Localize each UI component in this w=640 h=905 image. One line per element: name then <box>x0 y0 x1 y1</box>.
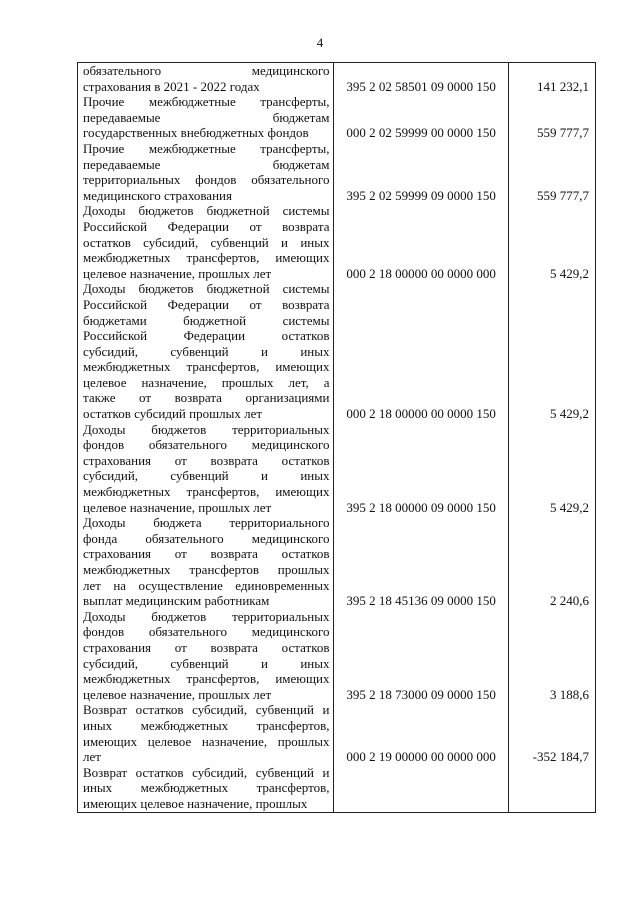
budget-code-cell: 395 2 02 58501 09 0000 150 <box>334 63 508 95</box>
revenue-name-cell <box>78 203 334 281</box>
revenue-name-line: страхования от возврата остатков <box>83 639 330 655</box>
budget-code-cell: 395 2 18 45136 09 0000 150 <box>334 515 508 609</box>
amount-cell: -352 184,7 <box>508 702 595 764</box>
table-row <box>78 203 596 281</box>
amount-cell: 5 429,2 <box>508 203 595 281</box>
amount-cell: 5 429,2 <box>508 422 595 516</box>
table-row <box>78 515 596 609</box>
table-row <box>78 63 596 95</box>
revenue-name-line: Прочие межбюджетные трансферты, <box>83 94 330 110</box>
amount-cell: 3 188,6 <box>508 609 595 703</box>
revenue-name-cell <box>78 609 334 703</box>
revenue-name-line: остатков субсидий, субвенций и иных <box>83 234 330 250</box>
revenue-name-line: также от возврата организациями <box>83 390 330 406</box>
revenue-name-line: фондов обязательного медицинского <box>83 624 330 640</box>
revenue-name-line: Российской Федерации остатков <box>83 328 330 344</box>
revenue-name-line: остатков субсидий прошлых лет <box>83 406 263 422</box>
table-row <box>78 281 596 421</box>
revenue-name-line: медицинского страхования <box>83 187 232 203</box>
amount-cell: 559 777,7 <box>508 141 595 203</box>
revenue-name-line: передаваемые бюджетам <box>83 156 330 172</box>
amount-cell: 141 232,1 <box>508 63 595 95</box>
revenue-name-line: Российской Федерации от возврата <box>83 296 330 312</box>
revenue-name-line: фондов обязательного медицинского <box>83 437 330 453</box>
revenue-name-line: субсидий, субвенций и иных <box>83 655 330 671</box>
table-row <box>78 422 596 516</box>
revenue-name-line: целевое назначение, прошлых лет <box>83 499 272 515</box>
revenue-name-line: обязательного медицинского <box>83 63 330 78</box>
revenue-name-cell <box>78 765 334 812</box>
table-row <box>78 702 596 764</box>
table-body <box>78 63 596 813</box>
revenue-name-cell <box>78 281 334 421</box>
revenue-name-line: Доходы бюджетов бюджетной системы <box>83 281 330 297</box>
revenue-name-line: межбюджетных трансфертов прошлых <box>83 562 330 577</box>
revenue-name-cell <box>78 141 334 203</box>
revenue-name-line: страхования от возврата остатков <box>83 452 330 468</box>
revenue-name-line: имеющих целевое назначение, прошлых <box>83 795 308 811</box>
amount-cell <box>508 765 595 812</box>
revenue-name-cell <box>78 63 334 95</box>
revenue-name-line: субсидий, субвенций и иных <box>83 468 330 484</box>
budget-code-cell: 395 2 18 00000 09 0000 150 <box>334 422 508 516</box>
revenue-name-line: межбюджетных трансфертов, имеющих <box>83 484 330 500</box>
revenue-name-line: межбюджетных трансфертов, имеющих <box>83 359 330 375</box>
amount-cell: 2 240,6 <box>508 515 595 609</box>
amount-cell: 559 777,7 <box>508 94 595 141</box>
table-row <box>78 94 596 141</box>
revenue-name-line: государственных внебюджетных фондов <box>83 125 309 141</box>
revenue-name-cell <box>78 94 334 141</box>
revenue-name-line: Возврат остатков субсидий, субвенций и <box>83 702 330 718</box>
revenue-name-line: выплат медицинским работникам <box>83 593 270 609</box>
revenue-name-line: лет на осуществление единовременных <box>83 577 330 593</box>
budget-code-cell <box>334 765 508 812</box>
revenue-name-line: страхования от возврата остатков <box>83 546 330 562</box>
revenue-name-line: Доходы бюджетов территориальных <box>83 421 330 437</box>
budget-code-cell: 395 2 18 73000 09 0000 150 <box>334 609 508 703</box>
revenue-name-line: иных межбюджетных трансфертов, <box>83 780 330 796</box>
budget-code-cell: 000 2 18 00000 00 0000 000 <box>334 203 508 281</box>
table-row <box>78 765 596 812</box>
revenue-name-line: межбюджетных трансфертов, имеющих <box>83 250 330 266</box>
revenue-name-line: Возврат остатков субсидий, субвенций и <box>83 764 330 780</box>
budget-code-cell: 000 2 19 00000 00 0000 000 <box>334 702 508 764</box>
revenue-name-line: Доходы бюджета территориального <box>83 515 330 531</box>
budget-code-cell: 000 2 18 00000 00 0000 150 <box>334 281 508 421</box>
revenue-name-line: передаваемые бюджетам <box>83 109 330 125</box>
revenue-name-line: Доходы бюджетов бюджетной системы <box>83 203 330 219</box>
revenue-name-line: субсидий, субвенций и иных <box>83 343 330 359</box>
revenue-name-line: Доходы бюджетов территориальных <box>83 608 330 624</box>
revenue-name-line: целевое назначение, прошлых лет <box>83 265 272 281</box>
revenue-name-line: территориальных фондов обязательного <box>83 172 330 188</box>
budget-code-cell: 395 2 02 59999 09 0000 150 <box>334 141 508 203</box>
revenue-name-line: целевое назначение, прошлых лет, а <box>83 374 330 390</box>
revenue-name-line: Прочие межбюджетные трансферты, <box>83 140 330 156</box>
revenue-name-line: фонда обязательного медицинского <box>83 530 330 546</box>
revenue-name-line: иных межбюджетных трансфертов, <box>83 717 330 733</box>
revenue-name-cell <box>78 515 334 609</box>
revenue-name-line: страхования в 2021 - 2022 годах <box>83 78 260 94</box>
revenue-name-line: имеющих целевое назначение, прошлых <box>83 733 330 749</box>
revenue-name-line: Российской Федерации от возврата <box>83 218 330 234</box>
budget-code-cell: 000 2 02 59999 00 0000 150 <box>334 94 508 141</box>
revenue-name-line: бюджетами бюджетной системы <box>83 312 330 328</box>
amount-cell: 5 429,2 <box>508 281 595 421</box>
table-row <box>78 141 596 203</box>
budget-revenue-table <box>77 62 596 813</box>
table-row <box>78 609 596 703</box>
revenue-name-line: лет <box>83 749 101 765</box>
revenue-name-line: межбюджетных трансфертов, имеющих <box>83 671 330 687</box>
revenue-name-cell <box>78 422 334 516</box>
revenue-name-line: целевое назначение, прошлых лет <box>83 686 272 702</box>
page-number: 4 <box>316 35 324 50</box>
revenue-name-cell <box>78 702 334 764</box>
